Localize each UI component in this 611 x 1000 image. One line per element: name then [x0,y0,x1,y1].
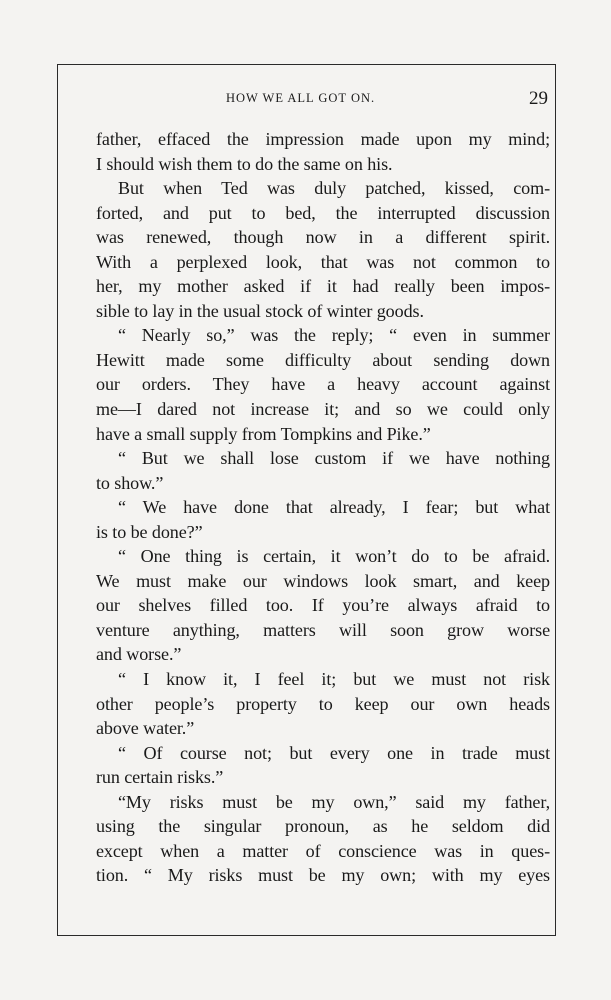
running-head [96,89,550,113]
text-line: “ We have done that already, I fear; but what [118,497,550,518]
text-line: me—I dared not increase it; and so we could only [96,399,550,420]
text-line: was renewed, though now in a different spirit. [96,227,550,248]
text-line: “ Nearly so,” was the reply; “ even in summer [118,325,550,346]
text-line: above water.” [96,718,195,739]
text-line: Hewitt made some difficulty about sending down [96,349,550,370]
text-line: our shelves filled too. If you’re always afraid to [96,595,550,616]
text-line: father, effaced the impression made upon my mind; [96,129,550,149]
text-line: tion. “ My risks must be my own; with my eyes [96,865,550,886]
text-line: using the singular pronoun, as he seldom did [96,816,550,837]
text-line: run certain risks.” [96,767,224,788]
text-line: “ I know it, I feel it; but we must not risk [118,669,550,690]
text-line: other people’s property to keep our own heads [96,693,550,714]
text-line: “ But we shall lose custom if we have nothing [118,448,550,469]
text-line: With a perplexed look, that was not common to [96,251,550,272]
text-line: our orders. They have a heavy account against [96,374,550,395]
text-line: “My risks must be my own,” said my father, [118,791,550,812]
text-line: sible to lay in the usual stock of winter goods. [96,300,424,321]
text-line: is to be done?” [96,521,203,542]
text-line: “ Of course not; but every one in trade must [118,742,550,763]
text-line: “ One thing is certain, it won’t do to be afraid. [118,546,550,567]
text-line: have a small supply from Tompkins and Pike.” [96,423,431,444]
text-line: venture anything, matters will soon grow worse [96,619,550,640]
page-number: 29 [529,88,548,109]
running-title: HOW WE ALL GOT ON. [226,91,376,105]
body-text [96,127,550,888]
text-line: I should wish them to do the same on his. [96,153,393,174]
text-line: her, my mother asked if it had really been impos- [96,276,550,297]
text-line: except when a matter of conscience was in ques- [96,840,550,861]
text-line: forted, and put to bed, the interrupted discussion [96,202,550,223]
text-line: We must make our windows look smart, and keep [96,570,550,591]
text-line: to show.” [96,472,164,493]
text-line: and worse.” [96,644,182,665]
text-line: But when Ted was duly patched, kissed, com- [118,178,550,199]
